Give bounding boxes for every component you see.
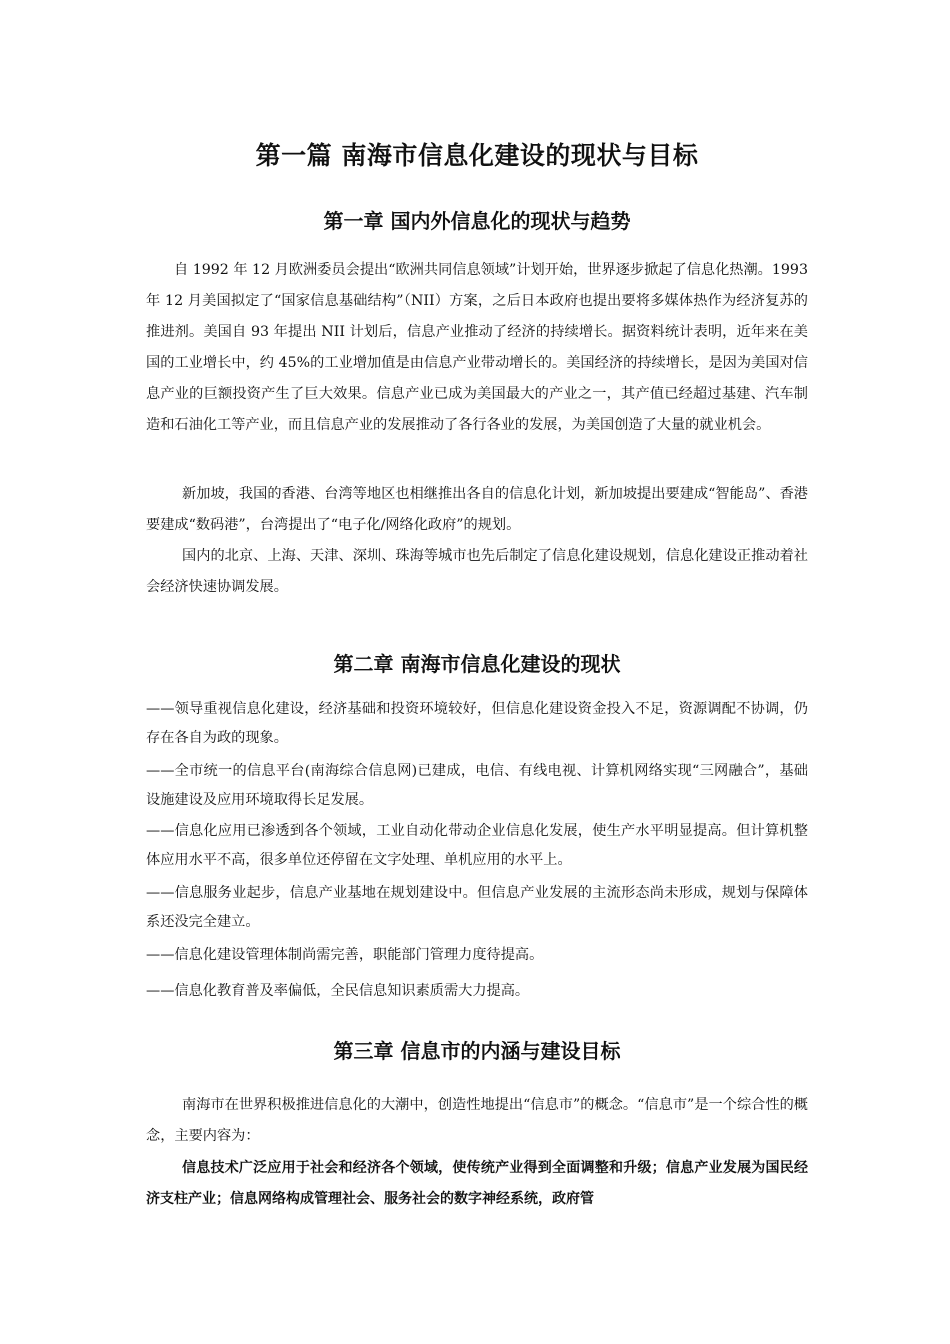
chapter-2-item-4: ——信息服务业起步，信息产业基地在规划建设中。但信息产业发展的主流形态尚未形成，规划与保障体系还没完全建立。	[146, 885, 808, 930]
chapter-2-item-3: ——信息化应用已渗透到各个领域，工业自动化带动企业信息化发展，使生产水平明显提高。但计算机整体应用水平不高，很多单位还停留在文字处理、单机应用的水平上。	[146, 823, 808, 868]
chapter-3-title: 第三章 信息市的内涵与建设目标	[333, 1039, 621, 1063]
chapter-1-paragraph-3: 国内的北京、上海、天津、深圳、珠海等城市也先后制定了信息化建设规划，信息化建设正推动着社会经济快速协调发展。	[146, 548, 808, 595]
chapter-2-item-5: ——信息化建设管理体制尚需完善，职能部门管理力度待提高。	[146, 947, 544, 963]
chapter-2-item-6: ——信息化教育普及率偏低，全民信息知识素质需大力提高。	[146, 983, 530, 999]
chapter-2-title: 第二章 南海市信息化建设的现状	[333, 652, 621, 676]
chapter-3-paragraph-1: 南海市在世界积极推进信息化的大潮中，创造性地提出“信息市”的概念。“信息市”是一个综合性的概念，主要内容为：	[146, 1097, 808, 1144]
chapter-2-item-2: ——全市统一的信息平台(南海综合信息网)已建成，电信、有线电视、计算机网络实现“三网融合”，基础设施建设及应用环境取得长足发展。	[146, 763, 808, 808]
chapter-2-item-1: ——领导重视信息化建设，经济基础和投资环境较好，但信息化建设资金投入不足，资源调配不协调，仍存在各自为政的现象。	[146, 701, 808, 746]
chapter-1-paragraph-2: 新加坡，我国的香港、台湾等地区也相继推出各自的信息化计划，新加坡提出要建成“智能岛”、香港要建成“数码港”，台湾提出了“电子化/网络化政府”的规划。	[146, 486, 808, 533]
part-title: 第一篇 南海市信息化建设的现状与目标	[255, 141, 699, 170]
chapter-1-paragraph-1: 自 1992 年 12 月欧洲委员会提出“欧洲共同信息领域”计划开始，世界逐步掀起了信息化热潮。1993 年 12 月美国拟定了“国家信息基础结构”（NII）方案，之后日本政府也提出要将多媒体热作为经济复苏的推进剂。美国自 93 年提出 NII 计划后，信息产业推动了经济的持续增长。据资料统计表明，近年来在美国的工业增长中，约 45%的工业增加值是由信息产业带动增长的。美国经济的持续增长，是因为美国对信息产业的巨额投资产生了巨大效果。信息产业已成为美国最大的产业之一，其产值已经超过基建、汽车制造和石油化工等产业，而且信息产业的发展推动了各行各业的发展，为美国创造了大量的就业机会。	[146, 262, 808, 433]
chapter-1-title: 第一章 国内外信息化的现状与趋势	[323, 209, 631, 233]
chapter-3-paragraph-2: 信息技术广泛应用于社会和经济各个领域，使传统产业得到全面调整和升级；信息产业发展为国民经济支柱产业；信息网络构成管理社会、服务社会的数字神经系统，政府管	[146, 1160, 808, 1207]
